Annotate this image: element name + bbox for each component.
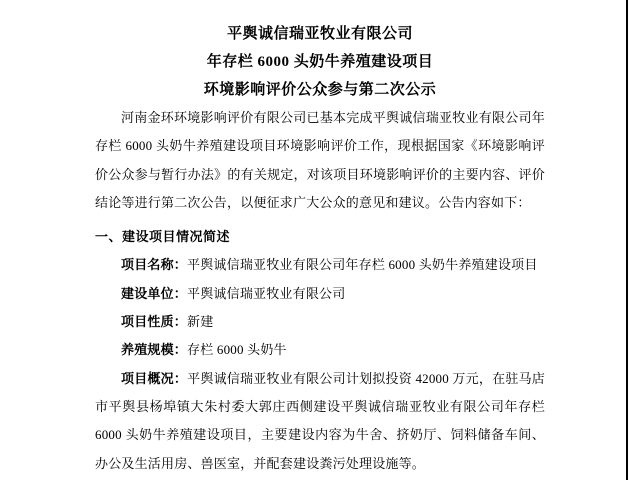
document-content [95, 20, 545, 478]
field-construction-unit-label: 建设单位： [121, 285, 188, 301]
field-project-overview-label: 项目概况： [121, 370, 188, 386]
field-project-overview [95, 365, 545, 478]
field-project-name-label: 项目名称： [121, 257, 188, 273]
section-1-heading: 一、建设项目情况简述 [95, 229, 231, 245]
field-breeding-scale-label: 养殖规模： [121, 342, 188, 358]
doc-title-company: 平舆诚信瑞亚牧业有限公司 [226, 26, 413, 42]
field-project-nature-value: 新建 [187, 314, 214, 330]
field-project-overview-value: 平舆诚信瑞亚牧业有限公司计划拟投资 42000 万元，在驻马店市平舆县杨埠镇大朱村委大郭庄西侧建设平舆诚信瑞亚牧业有限公司年存栏 6000 头奶牛养殖建设项目，主要建设内容为牛舍、挤奶厅、饲料储备车间、办公及生活用房、兽医室，并配套建设粪污处理设施等。 [95, 370, 545, 471]
field-breeding-scale-value: 存栏 6000 头奶牛 [187, 342, 287, 358]
doc-title-project: 年存栏 6000 头奶牛养殖建设项目 [206, 54, 434, 70]
field-project-name [95, 251, 545, 279]
field-project-nature-label: 项目性质： [121, 314, 188, 330]
doc-title-announcement: 环境影响评价公众参与第二次公示 [203, 82, 437, 98]
field-construction-unit-value: 平舆诚信瑞亚牧业有限公司 [187, 285, 346, 301]
field-breeding-scale [95, 336, 545, 364]
field-project-name-value: 平舆诚信瑞亚牧业有限公司年存栏 6000 头奶牛养殖建设项目 [187, 257, 538, 273]
page-right-border [626, 0, 628, 480]
intro-paragraph: 河南金环环境影响评价有限公司已基本完成平舆诚信瑞亚牧业有限公司年存栏 6000 头奶牛养殖建设项目环境影响评价工作，现根据国家《环境影响评价公众参与暂行办法》的有关规定，对该项目环境影响评价的主要内容、评价结论等进行第二次公告，以便征求广大公众的意见和建议。公告内容如下： [95, 110, 545, 210]
field-project-nature [95, 308, 545, 336]
field-construction-unit [95, 280, 545, 308]
